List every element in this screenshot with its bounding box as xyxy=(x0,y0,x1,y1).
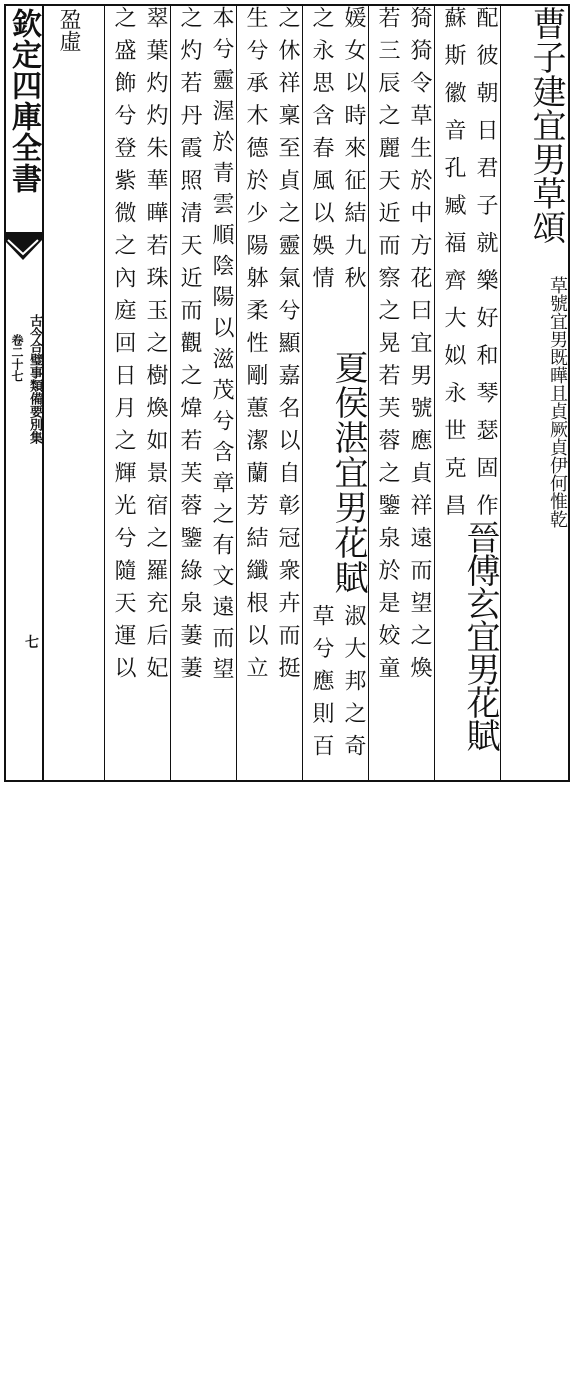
column-text: 之盛飾兮登紫微之內庭回日月之輝光兮隨天運以 xyxy=(111,6,136,689)
margin-page-number: 七 xyxy=(25,635,39,651)
column-text: 本兮靈渥於青雲順陰陽以滋茂兮含章之有文遠而望 xyxy=(209,6,234,688)
column-text: 之永思含春風以娛情 xyxy=(309,6,334,299)
margin-juan: 卷二十七 xyxy=(10,334,24,382)
column-text: 之休祥稟至貞之靈氣兮顯嘉名以自彰冠衆卉而挺 xyxy=(275,6,300,689)
column-8 xyxy=(270,6,302,782)
margin-book-title: 古今合璧事類備要別集 xyxy=(27,314,42,444)
column-12 xyxy=(138,6,170,782)
column-text: 翠葉灼灼朱華曄若珠玉之樹煥如景宿之羅充后妃 xyxy=(143,6,168,689)
fish-tail-icon xyxy=(4,232,42,268)
column-text: 蘇斯徽音孔臧福齊大姒永世克昌 xyxy=(441,6,466,531)
column-title: 夏侯湛宜男花賦 xyxy=(328,350,368,595)
column-rule xyxy=(368,4,369,780)
column-1-note-a xyxy=(530,276,566,1052)
column-text: 若三辰之麗天近而察之晃若芙蓉之鑒泉於是姣童 xyxy=(375,6,400,689)
column-rule xyxy=(500,4,501,780)
column-4 xyxy=(402,6,434,782)
column-11 xyxy=(172,6,204,782)
margin-strip xyxy=(4,4,44,782)
section-label: 盈虛 xyxy=(56,8,81,52)
note-text: 草號宜男既曄且貞厥貞伊何惟乾 xyxy=(547,276,568,528)
column-text: 淑大邦之奇 xyxy=(341,604,366,767)
column-rule xyxy=(302,4,303,780)
column-text: 草兮應則百 xyxy=(309,604,334,767)
column-title: 曹子建宜男草頌 xyxy=(526,6,566,244)
column-6-tail xyxy=(336,604,368,1380)
column-text: 之灼若丹霞照清天近而觀之煒若芙蓉鑒綠泉萋萋 xyxy=(177,6,202,689)
column-text: 媛女以時來征結九秋 xyxy=(341,6,366,299)
column-title: 晉傅玄宜男花賦 xyxy=(460,520,500,751)
column-rule xyxy=(170,4,171,780)
column-text: 配彼朝日君子就樂好和琴瑟固作 xyxy=(473,6,498,531)
column-text: 生兮承木德於少陽躰柔性剛蕙潔蘭芳結纖根以立 xyxy=(243,6,268,689)
column-rule xyxy=(434,4,435,780)
column-13 xyxy=(106,6,138,782)
column-5 xyxy=(370,6,402,782)
column-9 xyxy=(238,6,270,782)
margin-title: 欽定四庫全書 xyxy=(6,8,41,194)
column-rule xyxy=(104,4,105,780)
column-3-title xyxy=(436,520,500,1296)
column-10 xyxy=(204,6,236,782)
column-text: 猗猗令草生於中方花曰宜男號應貞祥遠而望之煥 xyxy=(407,6,432,689)
column-rule xyxy=(236,4,237,780)
column-7-tail xyxy=(304,604,336,1380)
